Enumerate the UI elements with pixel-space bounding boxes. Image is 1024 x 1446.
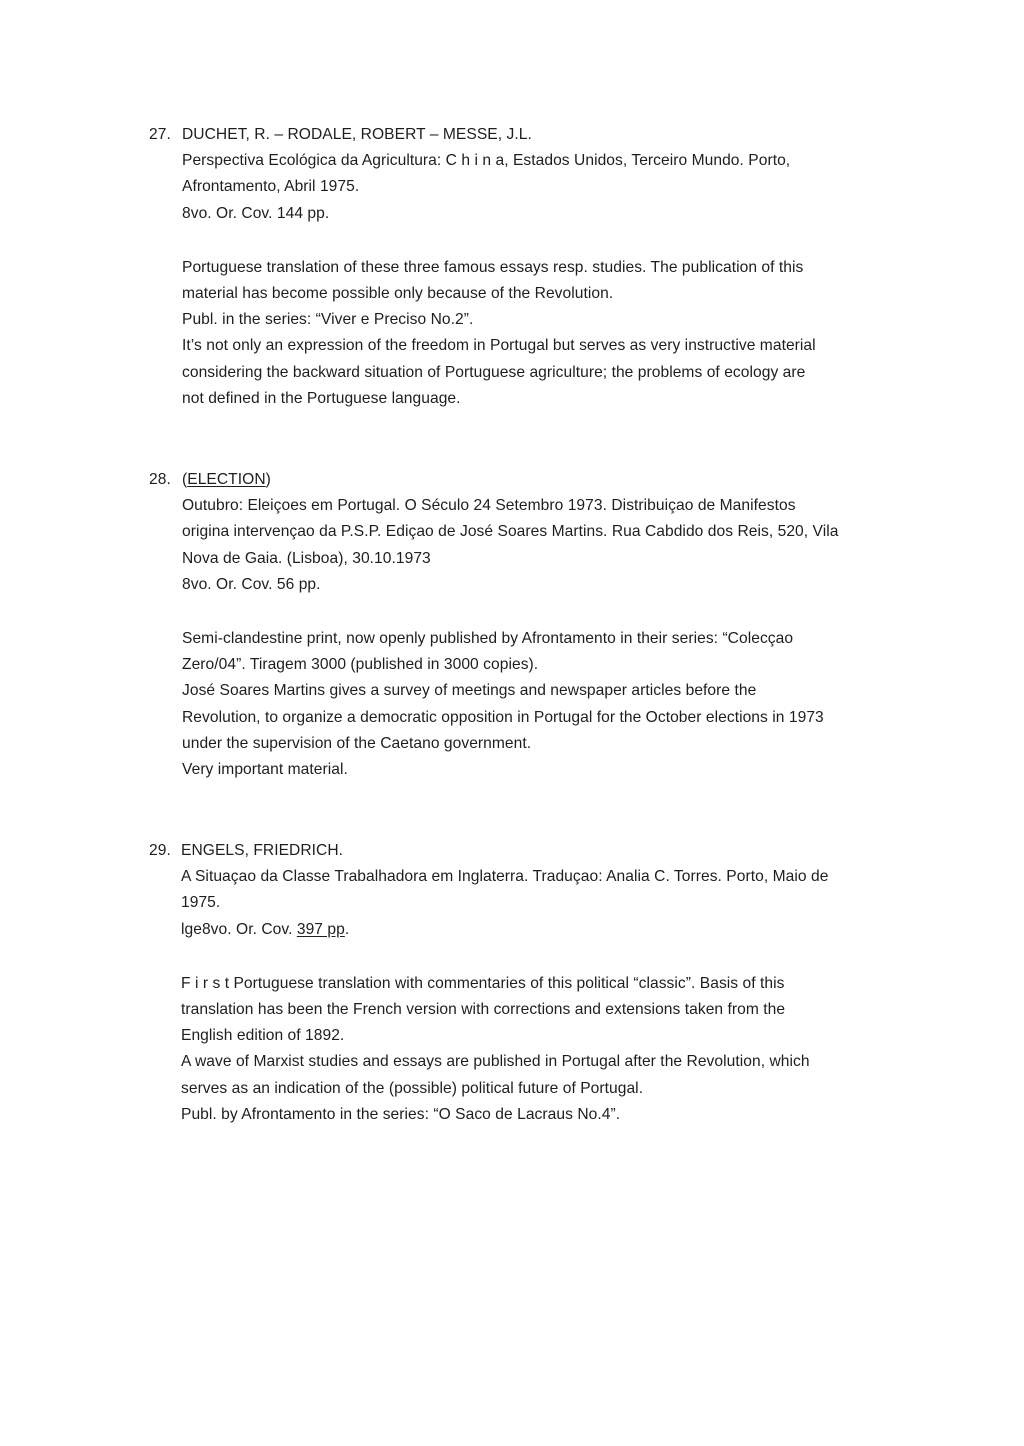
description-line: Publ. in the series: “Viver e Preciso No.2”. xyxy=(182,311,474,329)
format-line: 8vo. Or. Cov. 144 pp. xyxy=(182,204,330,222)
description-line: translation has been the French version with corrections and extensions taken from the xyxy=(181,1001,786,1019)
format-suffix: . xyxy=(344,920,350,938)
description-line: Portuguese translation of these three famous essays resp. studies. The publication of this xyxy=(182,258,804,276)
description-line: Very important material. xyxy=(182,761,348,779)
citation-line: Nova de Gaia. (Lisboa), 30.10.1973 xyxy=(182,549,431,567)
entry-body xyxy=(182,467,909,783)
page-count: 397 pp xyxy=(296,920,345,938)
description-line: Revolution, to organize a democratic opposition in Portugal for the October elections in 1973 xyxy=(182,708,824,726)
entry-number: 28. xyxy=(149,471,171,488)
description-line: serves as an indication of the (possible) political future of Portugal. xyxy=(181,1079,644,1097)
format-line: 8vo. Or. Cov. 56 pp. xyxy=(182,575,321,593)
description-line: It’s not only an expression of the freedom in Portugal but serves as very instructive material xyxy=(182,337,816,355)
description-line: English edition of 1892. xyxy=(181,1027,345,1045)
citation-line: Perspectiva Ecológica da Agricultura: C h i n a, Estados Unidos, Terceiro Mundo. Porto, xyxy=(182,152,791,170)
heading-close-paren: ) xyxy=(265,471,271,488)
heading-election: ELECTION xyxy=(187,471,266,488)
entry-heading: DUCHET, R. – RODALE, ROBERT – MESSE, J.L. xyxy=(182,126,532,143)
format-prefix: lge8vo. Or. Cov. xyxy=(181,920,297,938)
description-line: material has become possible only because of the Revolution. xyxy=(182,285,614,303)
description-line: F i r s t Portuguese translation with commentaries of this political “classic”. Basis of this xyxy=(181,974,785,992)
catalog-entry-27 xyxy=(149,122,909,412)
description-line: Semi-clandestine print, now openly published by Afrontamento in their series: “Colecçao xyxy=(182,630,794,648)
entry-heading: ENGELS, FRIEDRICH. xyxy=(181,842,344,859)
citation-line: Afrontamento, Abril 1975. xyxy=(182,178,360,196)
description-line: under the supervision of the Caetano government. xyxy=(182,734,532,752)
format-line xyxy=(181,917,909,943)
entry-body xyxy=(181,838,909,1128)
entry-number: 27. xyxy=(149,126,171,143)
description-line: considering the backward situation of Portuguese agriculture; the problems of ecology are xyxy=(182,363,806,381)
heading-open-paren: ( xyxy=(182,471,188,488)
entry-number: 29. xyxy=(149,842,171,859)
entry-heading xyxy=(182,467,909,493)
description-line: José Soares Martins gives a survey of meetings and newspaper articles before the xyxy=(182,682,757,700)
description-line: not defined in the Portuguese language. xyxy=(182,389,461,407)
citation-line: origina intervençao da P.S.P. Ediçao de José Soares Martins. Rua Cabdido dos Reis, 520, Vila xyxy=(182,523,839,541)
entry-body xyxy=(182,122,909,412)
description-line: A wave of Marxist studies and essays are published in Portugal after the Revolution, which xyxy=(181,1053,810,1071)
citation-line: Outubro: Eleiçoes em Portugal. O Século 24 Setembro 1973. Distribuiçao de Manifestos xyxy=(182,497,796,515)
description-line: Publ. by Afrontamento in the series: “O Saco de Lacraus No.4”. xyxy=(181,1105,621,1123)
citation-line: 1975. xyxy=(181,894,221,912)
catalog-entry-28 xyxy=(149,467,909,783)
description-line: Zero/04”. Tiragem 3000 (published in 3000 copies). xyxy=(182,656,539,674)
citation-line: A Situaçao da Classe Trabalhadora em Inglaterra. Traduçao: Analia C. Torres. Porto, Maio de xyxy=(181,868,829,886)
catalog-entry-29 xyxy=(149,838,909,1128)
